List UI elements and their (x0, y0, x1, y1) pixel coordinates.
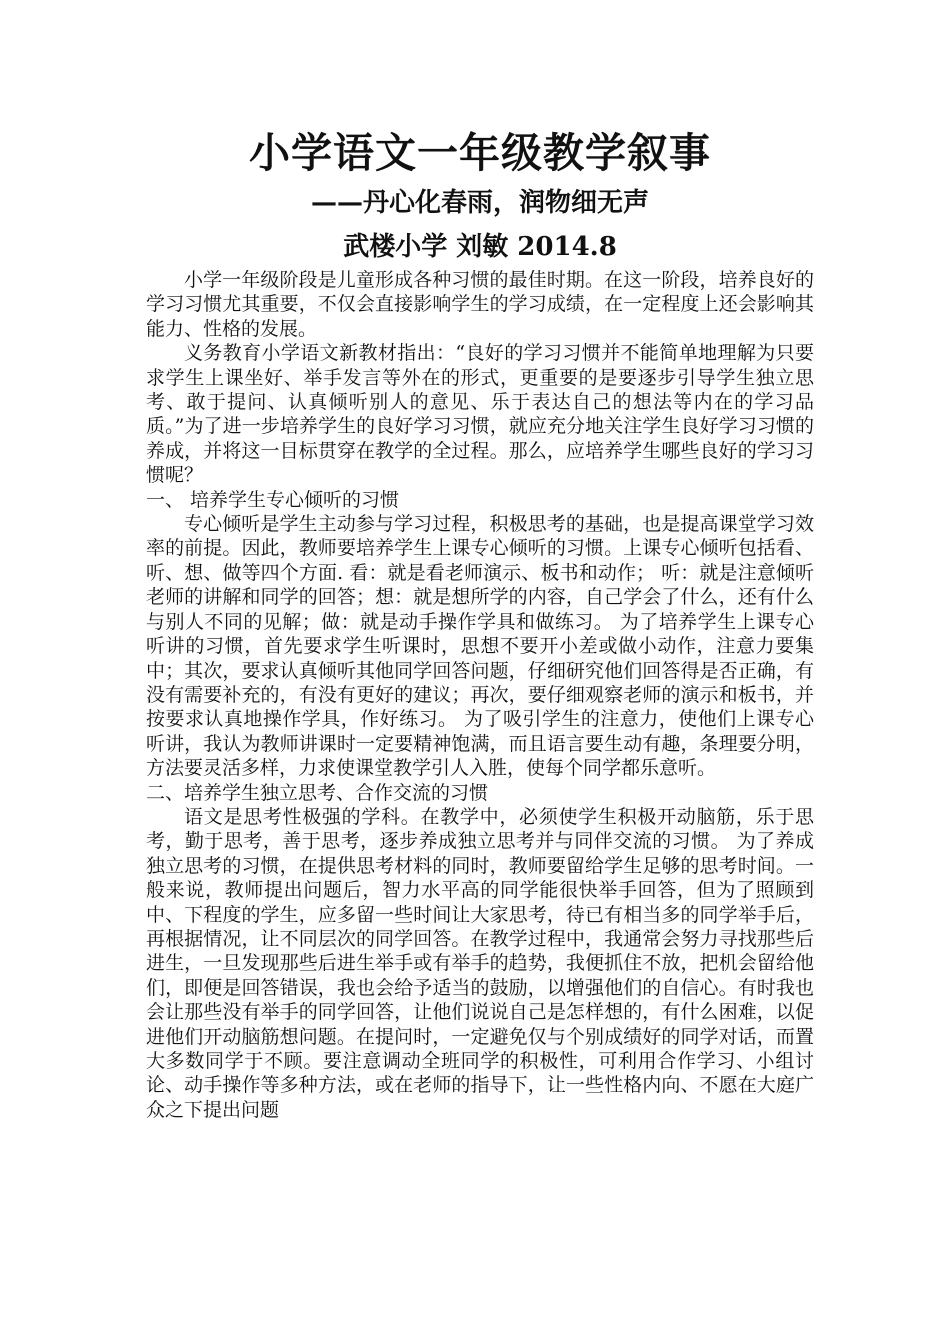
section-2-paragraph: 语文是思考性极强的学科。在教学中，必须使学生积极开动脑筋，乐于思考，勤于思考，善于思考，逐步养成独立思考并与同伴交流的习惯。 为了养成独立思考的习惯，在提供思考材料的同时，教师要留给学生足够的思考时间。一般来说，教师提出问题后，智力水平高的同学能很快举手回答，但为了照顾到中、下程度的学生，应多留一些时间让大家思考，待已有相当多的同学举手后，再根据情况，让不同层次的同学回答。在教学过程中，我通常会努力寻找那些后进生，一旦发现那些后进生举手或有举手的趋势，我便抓住不放，把机会留给他们，即便是回答错误，我也会给予适当的鼓励，以增强他们的自信心。有时我也会让那些没有举手的同学回答，让他们说说自己是怎样想的，有什么困难，以促进他们开动脑筋想问题。在提问时，一定避免仅与个别成绩好的同学对话，而置大多数同学于不顾。要注意调动全班同学的积极性，可利用合作学习、小组讨论、动手操作等多种方法，或在老师的指导下，让一些性格内向、不愿在大庭广众之下提出问题 (146, 805, 814, 1121)
author-line: 武楼小学 刘敏 2014.8 (343, 232, 617, 262)
intro-paragraph-1: 小学一年级阶段是儿童形成各种习惯的最佳时期。在这一阶段，培养良好的学习习惯尤其重要，不仅会直接影响学生的学习成绩，在一定程度上还会影响其能力、性格的发展。 (146, 269, 814, 340)
section-2-heading: 二、培养学生独立思考、合作交流的习惯 (146, 781, 489, 804)
document-body (146, 268, 814, 1122)
intro-paragraph-2: 义务教育小学语文新教材指出：“良好的学习习惯并不能简单地理解为只要求学生上课坐好、举手发言等外在的形式，更重要的是要逐步引导学生独立思考、敢于提问、认真倾听别人的意见、乐于表达自己的想法等内在的学习品质。”为了进一步培养学生的良好学习习惯，就应充分地关注学生良好学习习惯的养成，并将这一目标贯穿在教学的全过程。那么，应培养学生哪些良好的学习习惯呢？ (146, 342, 814, 487)
document-title: 小学语文一年级教学叙事 (249, 129, 711, 177)
document-page (146, 118, 814, 1122)
section-1-paragraph: 专心倾听是学生主动参与学习过程，积极思考的基础，也是提高课堂学习效率的前提。因此，教师要培养学生上课专心倾听的习惯。上课专心倾听包括看、听、想、做等四个方面. 看：就是看老师演示、板书和动作； 听：就是注意倾听老师的讲解和同学的回答；想：就是想所学的内容，自己学会了什么，还有什么与别人不同的见解；做：就是动手操作学具和做练习。 为了培养学生上课专心听讲的习惯，首先要求学生听课时，思想不要开小差或做小动作，注意力要集中；其次，要求认真倾听其他同学回答问题，仔细研究他们回答得是否正确，有没有需要补充的，有没有更好的建议；再次，要仔细观察老师的演示和板书，并按要求认真地操作学具，作好练习。 为了吸引学生的注意力，使他们上课专心听讲，我认为教师讲课时一定要精神饱满，而且语言要生动有趣，条理要分明，方法要灵活多样，力求使课堂教学引人入胜，使每个同学都乐意听。 (146, 513, 814, 780)
document-subtitle: ——丹心化春雨，润物细无声 (310, 188, 649, 218)
section-1-heading: 一、 培养学生专心倾听的习惯 (146, 488, 400, 511)
